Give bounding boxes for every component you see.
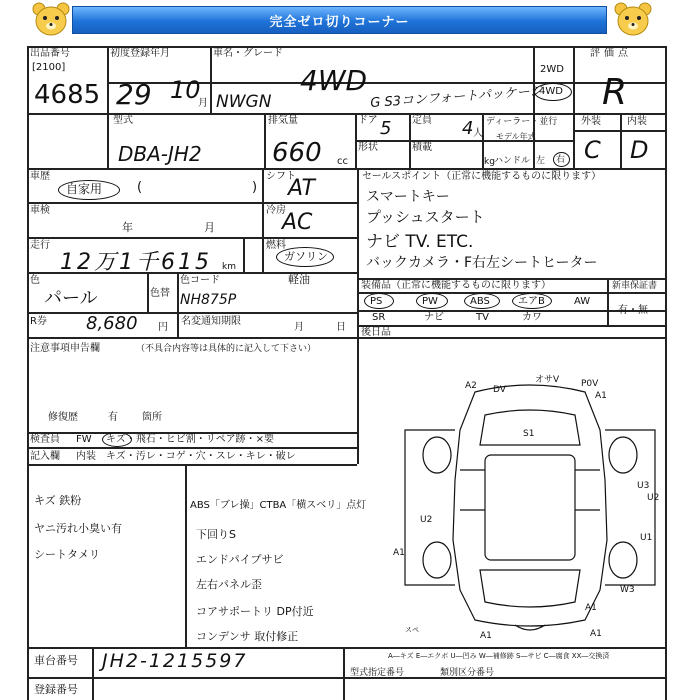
exterior-label: 外装 [581,116,601,127]
doors-value: 5 [380,118,392,139]
notes-label: 注意事項申告欄 [30,343,100,354]
entry-label: 記入欄 [30,451,60,462]
color-change-label: 色替 [150,288,170,299]
shift-value: AT [288,176,315,201]
mark-u2-right: U2 [647,493,660,503]
displacement-label: 排気量 [268,115,298,126]
checker-label: 検査員 [30,434,60,445]
equip-leather: カワ [522,312,542,323]
equip-ps: PS [370,296,383,307]
class-number-label: 類別区分番号 [440,668,495,678]
first-reg-month: 10 [170,76,201,104]
banner-title: 完全ゼロ切りコーナー [72,6,607,34]
registration-label: 登録番号 [34,683,78,696]
car-damage-diagram [385,370,675,645]
load-label: 積載 [412,142,432,153]
first-reg-month-unit: 月 [198,98,208,109]
sales-line-3: ナビ TV. ETC. [366,232,474,252]
type-value: DBA-JH2 [118,142,202,166]
sales-label: セールスポイント（正常に機能するものに限ります） [362,171,602,182]
first-reg-year: 29 [116,78,152,111]
first-reg-label: 初度登録年月 [110,48,170,59]
mark-a1-top: A1 [595,391,607,401]
dealer-label: ディーラー・並行 [486,117,558,127]
lot-sub: [2100] [32,62,66,73]
ac-value: AC [282,210,313,235]
note-left-3: シートタメリ [34,548,100,561]
equip-abs: ABS [470,296,490,307]
color-label: 色 [30,275,40,286]
entry-items: キズ・汚レ・コゲ・穴・スレ・キレ・破レ [106,451,296,462]
fuel-label: 燃料 [266,240,286,251]
warranty-value: 有・無 [618,305,648,316]
mark-osav: オサV [535,375,560,385]
drive-4wd-label: 4WD [539,86,563,97]
mark-p0v: P0V [581,379,599,389]
handle-right: 右 [556,155,566,165]
ac-label: 冷房 [266,205,286,216]
note-left-2: ヤニ汚れ小臭い有 [34,522,122,535]
capacity-unit: 人 [473,128,483,139]
repair-place: 箇所 [142,412,162,423]
capacity-value: 4 [462,118,474,139]
recycle-label: R券 [30,316,47,327]
handle-left: 左 [536,156,546,166]
evaluation-label: 評価点 [590,48,632,59]
name-change-day: 日 [336,322,346,333]
rear-items-label: 後日品 [361,327,391,338]
chassis-value: JH2-1215597 [102,650,248,672]
equip-aw: AW [574,296,591,307]
color-value: パール [44,288,98,309]
inspection-month-unit: 月 [204,221,215,234]
color-code-label: 色コード [180,275,220,286]
usage-value: 自家用 [66,182,103,196]
mascot-bear-icon [612,2,654,38]
note-left-1: キズ 鉄粉 [34,494,82,507]
capacity-label: 定員 [412,115,432,126]
inspection-label: 車検 [30,205,50,216]
model-name: NWGN [216,92,272,112]
mark-u2-left: U2 [420,515,433,525]
mascot-bear-icon [30,2,72,38]
shape-label: 形状 [358,142,378,153]
mark-u1: U1 [640,533,653,543]
equip-airbag: エアB [518,296,545,307]
name-change-month: 月 [294,322,304,333]
sales-line-4: バックカメラ・F右左シートヒーター [366,255,598,271]
equip-pw: PW [422,296,438,307]
chassis-label: 車台番号 [34,654,78,667]
color-code: NH875P [180,292,237,308]
inspection-year-unit: 年 [122,221,133,234]
interior-label: 内装 [627,116,647,127]
usage-label: 車歴 [30,171,50,182]
form-number-label: 型式指定番号 [350,668,405,678]
fuel-diesel: 軽油 [288,273,310,286]
note-right-3: エンドパイプサビ [196,553,284,566]
equip-navi: ナビ [424,312,444,323]
note-right-2: 下回りS [196,528,236,541]
note-right-1: ABS「ブレ操」CTBA「横スベリ」点灯 [190,500,367,511]
mark-w3: W3 [620,585,635,595]
mileage-label: 走行 [30,240,50,251]
displacement-unit: cc [337,156,348,167]
name-change-label: 名変通知期限 [181,316,241,327]
mileage-unit: km [222,262,236,272]
mark-a2: A2 [465,381,477,391]
model-label: 車名・グレード [213,48,283,59]
legend-text: A―キズ E―エクボ U―凹み W―補修跡 S―サビ C―腐食 XX―交換済 [388,652,610,660]
equip-sr: SR [372,312,386,323]
note-right-4: 左右パネル歪 [196,578,262,591]
drive-2wd-label: 2WD [540,64,564,75]
equip-tv: TV [476,312,489,323]
displacement-value: 660 [272,138,322,168]
doors-label: ドア [358,115,378,126]
repair-value: 有 [108,412,118,423]
model-drive: 4WD [300,64,368,97]
mark-dv: DV [493,385,506,395]
recycle-value: 8,680 [86,313,138,334]
header-banner [0,0,700,40]
repair-label: 修復歴 [48,412,78,423]
exterior-grade: C [584,136,601,164]
load-unit: kg [484,157,495,167]
model-grade: G S3コンフォートパッケージ [369,83,544,111]
equipment-label: 装備品（正常に機能するものに限ります） [361,280,551,291]
entry-interior: 内装 [76,451,96,462]
sales-line-1: スマートキー [366,189,450,205]
checker-items: キズ・飛石・ヒビ割・リペア跡・×要 [106,434,274,445]
sales-line-2: プッシュスタート [366,208,485,226]
mileage-value: 12万1千615 [60,250,212,275]
mark-a1-left: A1 [393,548,405,558]
shift-label: シフト [266,171,296,182]
note-right-5: コアサポートリ DP付近 [196,605,314,618]
fuel-gas: ガソリン [284,250,328,263]
mark-a1-rear2: A1 [590,629,602,639]
recycle-unit: 円 [158,322,168,333]
evaluation-score: R [602,72,628,113]
mark-u3: U3 [637,481,650,491]
mark-spare: スペ [405,626,419,634]
notes-sub: （不具合内容等は具体的に記入して下さい） [136,344,317,354]
checker-fw: FW [76,434,92,445]
lot-number: 4685 [34,80,101,110]
warranty-label: 新車保証書 [612,281,658,291]
type-label: 型式 [113,115,133,126]
note-right-6: コンデンサ 取付修正 [196,630,299,643]
interior-grade: D [630,136,649,164]
handle-label: ハンドル [494,156,531,166]
mark-s1: S1 [523,429,535,439]
mark-a1-bottom: A1 [480,631,492,641]
mark-a1-rear: A1 [585,603,597,613]
lot-label: 出品番号 [30,48,70,59]
model-year-label: モデル年式 [496,132,536,141]
